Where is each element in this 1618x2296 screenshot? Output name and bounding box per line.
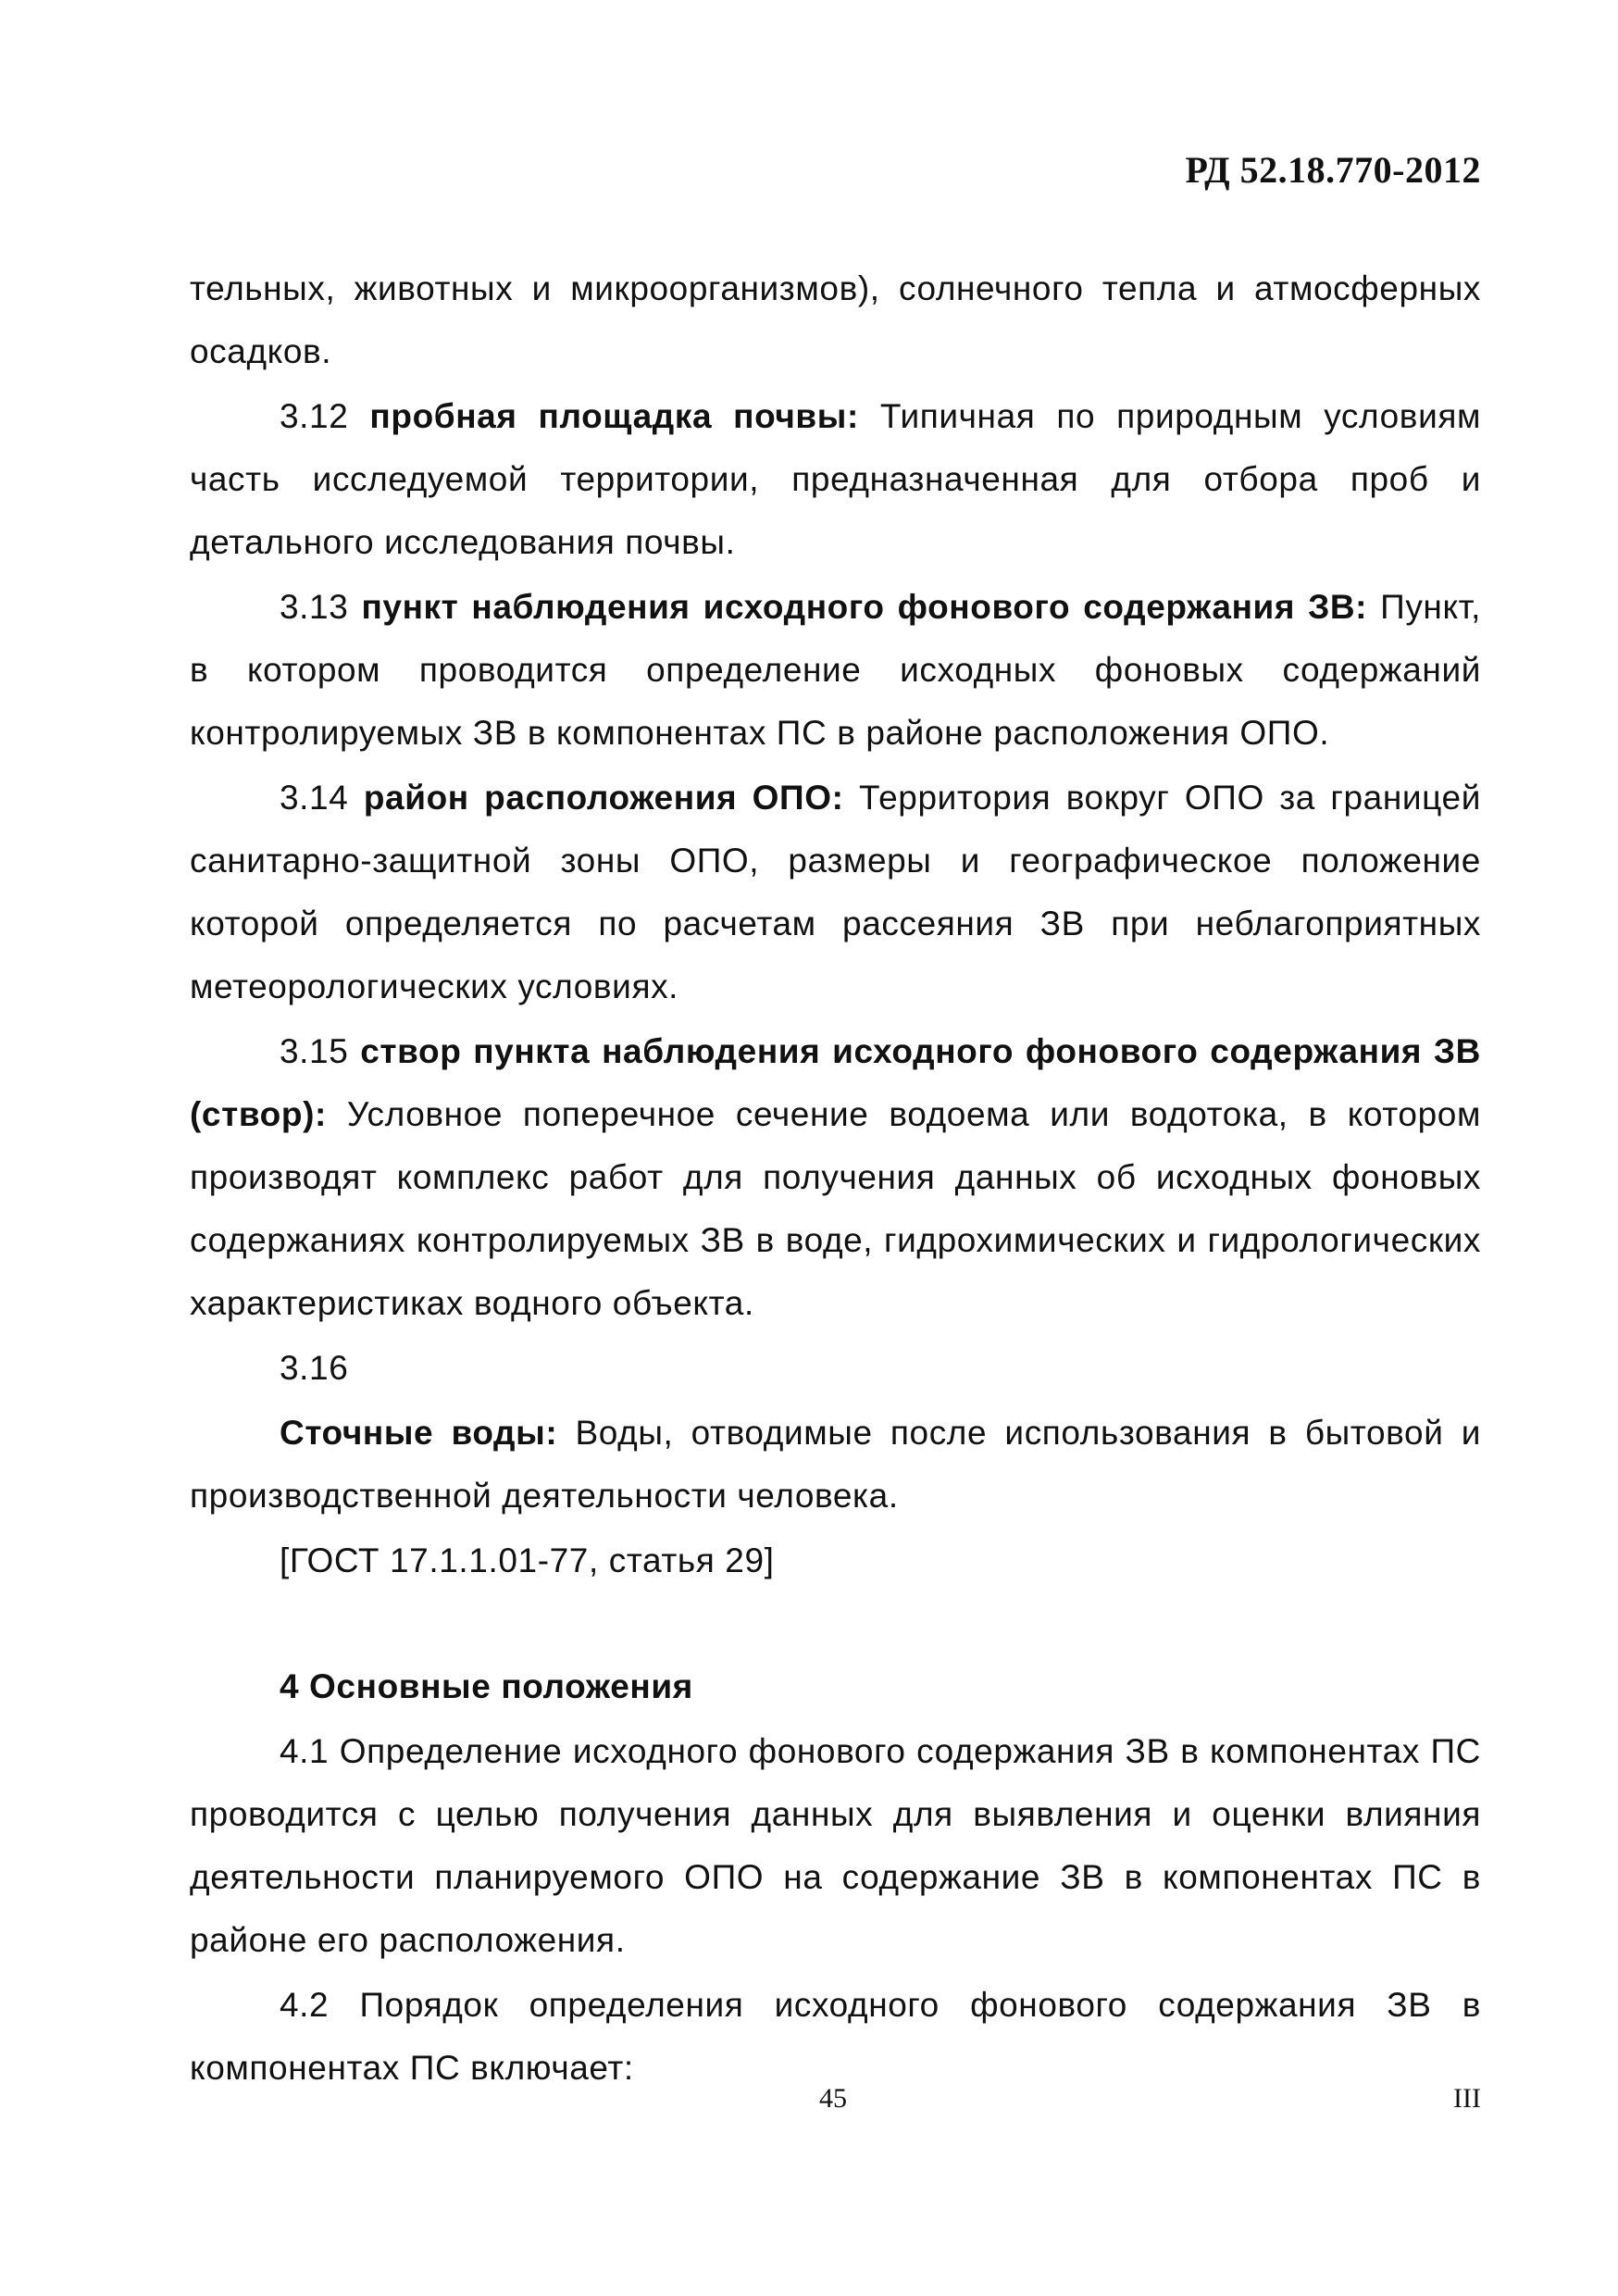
definition-3-13 [190,576,1481,765]
page-number: 45 [819,2083,847,2114]
clause-number: 3.14 [280,779,349,817]
paragraph-4-1: 4.1 Определение исходного фонового содержания ЗВ в компонентах ПС проводится с целью получения данных для выявления и оценки влияния деятельности планируемого ОПО на содержание ЗВ в компонентах ПС в районе его расположения. [190,1732,1481,1959]
definition-term: пробная площадка почвы: [369,397,859,435]
definition-text: Воды, отводимые после использования в бытовой и производственной деятельности человека. [190,1414,1481,1515]
definition-term: створ пункта наблюдения исходного фонового содержания ЗВ (створ): [190,1032,1481,1133]
section-heading: 4 Основные положения [280,1667,693,1705]
paragraph-4-2: 4.2 Порядок определения исходного фонового содержания ЗВ в компонентах ПС включает: [190,1986,1481,2087]
edition-mark: III [1453,2083,1481,2114]
clause-number: 3.15 [280,1032,349,1070]
definition-text: Типичная по природным условиям часть исследуемой территории, предназначенная для отбора проб и детального исследования почвы. [190,397,1482,561]
document-code: РД 52.18.770-2012 [1185,149,1481,191]
definition-3-14 [190,767,1481,1018]
definition-3-15 [190,1020,1481,1335]
document-body [190,257,1481,2100]
definition-wastewater [190,1402,1481,1528]
definition-text: Территория вокруг ОПО за границей санитарно-защитной зоны ОПО, размеры и географическое положение которой определяется по расчетам рассеяния ЗВ при неблагоприятных метеорологических условиях. [190,779,1481,1005]
clause-number: 3.12 [280,397,349,435]
definition-3-12 [190,385,1481,574]
standard-reference: [ГОСТ 17.1.1.01-77, статья 29] [280,1541,775,1579]
definition-text: Условное поперечное сечение водоема или водотока, в котором производят комплекс работ для получения данных об исходных фоновых содержаниях контролируемых ЗВ в воде, гидрохимических и гидрологических характеристиках водного объекта. [190,1095,1481,1322]
clause-number-3-16: 3.16 [280,1349,349,1387]
definition-term: пункт наблюдения исходного фонового содержания ЗВ: [361,588,1368,626]
paragraph-continuation: тельных, животных и микроорганизмов), солнечного тепла и атмосферных осадков. [190,269,1481,370]
definition-term: район расположения ОПО: [363,779,844,817]
definition-term: Сточные воды: [280,1414,558,1452]
definition-text: Пункт, в котором проводится определение исходных фоновых содержаний контролируемых ЗВ в компонентах ПС в районе расположения ОПО. [190,588,1481,752]
clause-number: 3.13 [280,588,349,626]
